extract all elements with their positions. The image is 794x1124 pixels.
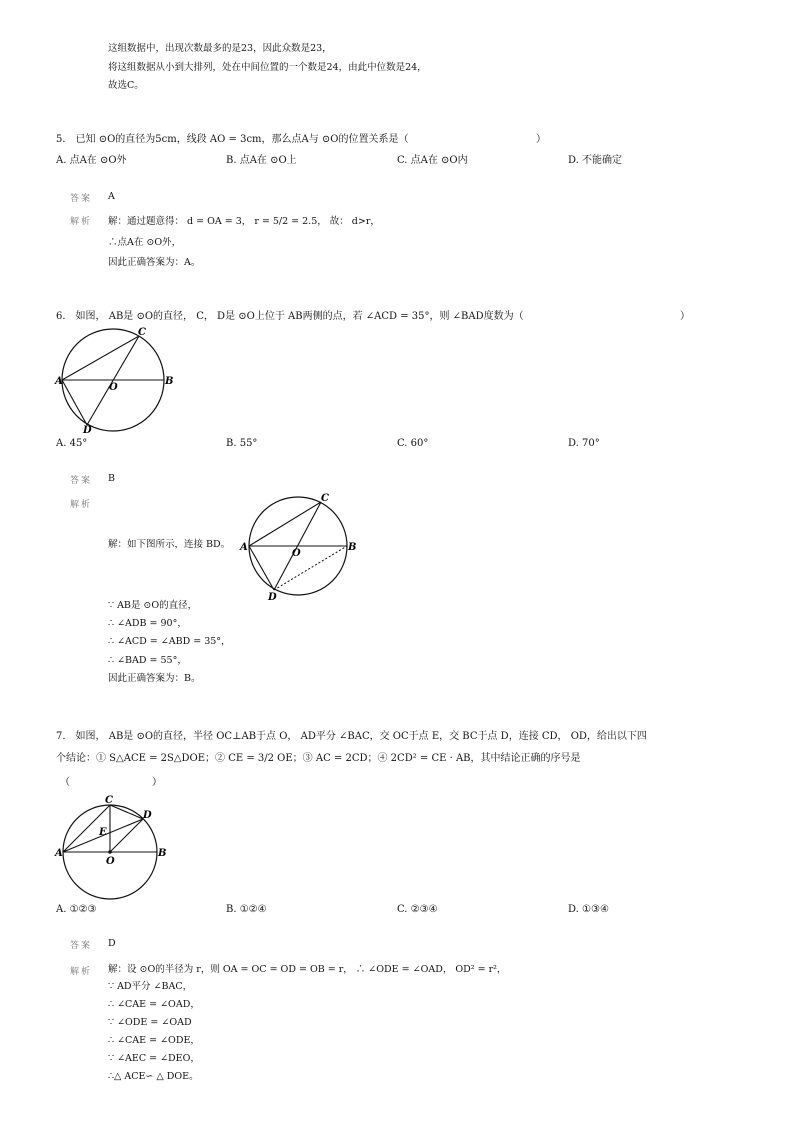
- q7-option-d: D. ①③④: [568, 904, 609, 915]
- q6-option-b: B. 55°: [226, 438, 258, 449]
- intro-line-2: 将这组数据从小到大排列，处在中间位置的一个数是24，由此中位数是24，: [108, 62, 427, 73]
- q7-option-a: A. ①②③: [56, 904, 97, 915]
- q7-fig-label-c: C: [105, 795, 113, 806]
- q6-analysis-line-2: ∴ ∠ADB = 90°，: [108, 618, 187, 629]
- q7-fig-label-e: E: [99, 827, 107, 838]
- q6-sol-label-o: O: [292, 548, 301, 559]
- q6-sol-label-c: C: [321, 493, 329, 504]
- q6-analysis-label: 解析: [70, 500, 93, 510]
- q7-stem-close: ）: [152, 777, 162, 788]
- q6-option-c: C. 60°: [397, 438, 429, 449]
- q5-option-a: A. 点A在 ⊙O外: [56, 155, 127, 166]
- q6-analysis-line-1: ∵ AB是 ⊙O的直径，: [108, 600, 198, 611]
- q6-fig-label-c: C: [138, 327, 146, 338]
- q6-stem-close: ）: [680, 311, 690, 322]
- q6-analysis-line-4: ∴ ∠BAD = 55°，: [108, 655, 187, 666]
- q7-stem-line-2: 个结论：① S△ACE = 2S△DOE；② CE = 3/2 OE；③ AC = 2CD；④ 2CD² = CE · AB，其中结论正确的序号是: [56, 753, 581, 764]
- q5-analysis-line-2: ∴点A在 ⊙O外，: [108, 237, 182, 248]
- q7-option-c: C. ②③④: [397, 904, 438, 915]
- q7-stem-line-3: （: [60, 777, 70, 788]
- q6-fig-label-o: O: [109, 382, 118, 393]
- q7-analysis-line-5: ∴ ∠CAE = ∠ODE，: [108, 1035, 200, 1046]
- q7-fig-label-b: B: [158, 848, 167, 859]
- q7-analysis-line-2: ∵ AD平分 ∠BAC，: [108, 981, 193, 992]
- q5-analysis-label: 解析: [70, 217, 93, 227]
- q6-option-a: A. 45°: [56, 438, 88, 449]
- q7-figure: [52, 792, 174, 900]
- q5-option-b: B. 点A在 ⊙O上: [226, 155, 297, 166]
- q7-answer: D: [108, 938, 116, 949]
- q7-analysis-line-6: ∵ ∠AEC = ∠DEO，: [108, 1053, 200, 1064]
- q7-fig-label-o: O: [106, 856, 115, 867]
- q6-answer-label: 答案: [70, 476, 93, 486]
- q6-fig-label-b: B: [165, 376, 174, 387]
- q6-sol-label-a: A: [240, 542, 248, 553]
- q6-analysis-intro: 解：如下图所示，连接 BD。: [108, 539, 231, 550]
- q6-sol-label-b: B: [348, 542, 357, 553]
- q5-analysis-line-1: 解：通过题意得： d = OA = 3， r = 5/2 = 2.5， 故： d>r，: [108, 216, 380, 227]
- q6-analysis-line-5: 因此正确答案为：B。: [108, 673, 201, 684]
- q5-answer: A: [108, 191, 115, 202]
- q6-fig-label-d: D: [83, 425, 92, 434]
- q7-answer-label: 答案: [70, 941, 93, 951]
- q7-stem-line-1: 7． 如图， AB是 ⊙O的直径，半径 OC⊥AB于点 O， AD平分 ∠BAC，交 OC于点 E，交 BC于点 D，连接 CD， OD，给出以下四: [56, 731, 647, 742]
- q6-analysis-line-3: ∴ ∠ACD = ∠ABD = 35°，: [108, 636, 231, 647]
- q7-option-b: B. ①②④: [226, 904, 267, 915]
- q5-option-d: D. 不能确定: [568, 155, 623, 166]
- q5-analysis-line-3: 因此正确答案为：A。: [108, 257, 201, 268]
- q7-analysis-label: 解析: [70, 967, 93, 977]
- q6-answer: B: [108, 473, 115, 484]
- q5-option-c: C. 点A在 ⊙O内: [397, 155, 468, 166]
- q6-stem: 6． 如图， AB是 ⊙O的直径， C， D是 ⊙O上位于 AB两侧的点，若 ∠ACD = 35°，则 ∠BAD度数为（: [56, 311, 524, 322]
- q7-fig-label-a: A: [55, 848, 63, 859]
- q7-analysis-line-7: ∴△ ACE∽ △ DOE。: [108, 1071, 199, 1082]
- intro-line-1: 这组数据中，出现次数最多的是23，因此众数是23，: [108, 43, 332, 54]
- intro-line-3: 故选C。: [108, 80, 144, 91]
- q7-fig-label-d: D: [143, 810, 152, 821]
- q6-option-d: D. 70°: [568, 438, 600, 449]
- q7-analysis-line-4: ∵ ∠ODE = ∠OAD: [108, 1017, 192, 1028]
- q7-analysis-line-3: ∴ ∠CAE = ∠OAD，: [108, 999, 200, 1010]
- q5-stem: 5． 已知 ⊙O的直径为5cm，线段 AO = 3cm，那么点A与 ⊙O的位置关系是（: [56, 134, 409, 145]
- q6-sol-label-d: D: [268, 592, 277, 602]
- q6-solution-figure: [236, 490, 362, 602]
- q7-analysis-line-1: 解：设 ⊙O的半径为 r，则 OA = OC = OD = OB = r， ∴ ∠ODE = ∠OAD， OD² = r²，: [108, 964, 507, 975]
- q6-figure: [52, 322, 184, 434]
- q5-stem-close: ）: [536, 134, 546, 145]
- q5-answer-label: 答案: [70, 194, 93, 204]
- q6-fig-label-a: A: [55, 376, 63, 387]
